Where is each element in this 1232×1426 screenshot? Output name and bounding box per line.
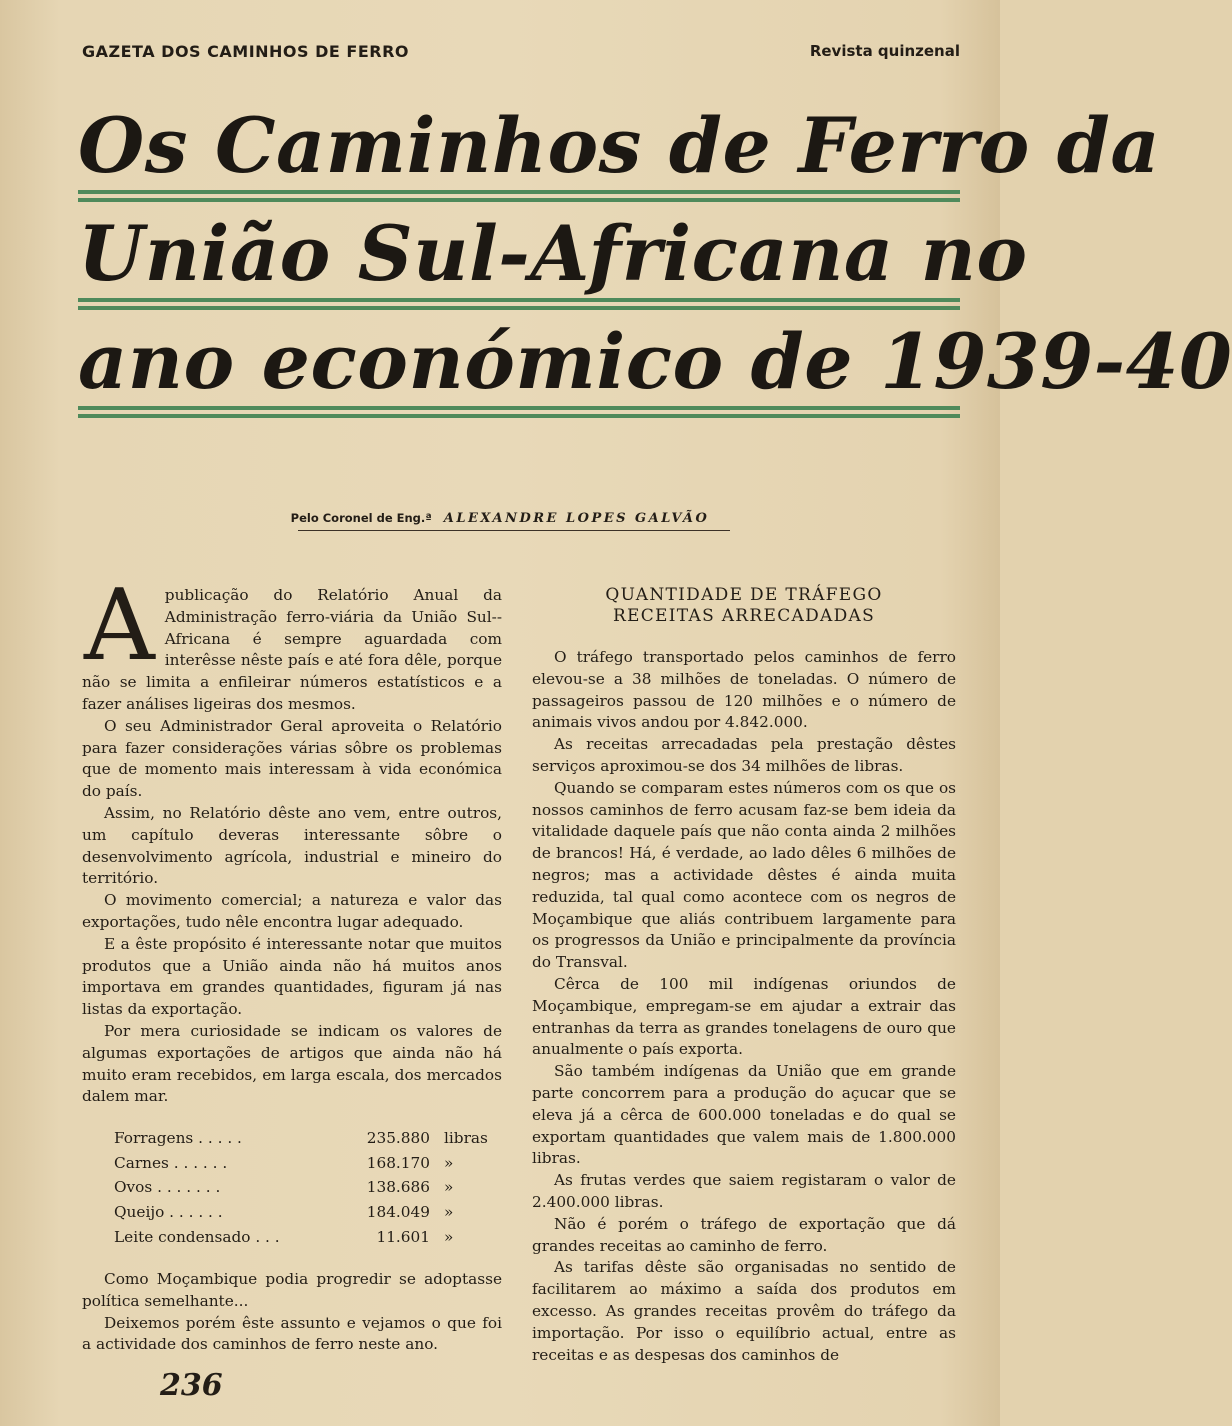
byline-prefix: Pelo Coronel de Eng.ª xyxy=(290,511,432,525)
paragraph: As tarifas dêste são organisadas no sentido de facilitarem ao máximo a saída dos produtos em excesso. As grandes receitas provêm do tráfego da importação. Por isso o equilíbrio actual, entre as receitas e as despesas dos caminhos de xyxy=(532,1258,956,1364)
journal-periodicity: Revista quinzenal xyxy=(809,42,960,60)
paragraph: Não é porém o tráfego de exportação que dá grandes receitas ao caminho de ferro. xyxy=(532,1214,956,1255)
export-unit: » xyxy=(444,1202,454,1221)
export-unit: » xyxy=(444,1153,454,1172)
paragraph xyxy=(82,569,502,716)
title-line-3: ano económico de 1939-40 xyxy=(78,317,1232,406)
section-heading-line-1: QUANTIDADE DE TRÁFEGO xyxy=(605,585,883,605)
paragraph: As receitas arrecadadas pela prestação dêstes serviços aproximou-se dos 34 milhões de libras. xyxy=(532,735,956,775)
paragraph: O seu Administrador Geral aproveita o Relatório para fazer considerações várias sôbre os problemas que de momento mais interessam à vida económica do país. xyxy=(82,716,502,801)
export-unit: » xyxy=(444,1227,454,1246)
left-column xyxy=(82,569,502,1356)
export-unit: » xyxy=(444,1178,454,1197)
paragraph: Quando se comparam estes números com os que os nossos caminhos de ferro acusam faz-se bem ideia da vitalidade daquele país que não conta ainda 2 milhões de brancos! Há, é verdade, ao lado dêles 6 milhões de negros; mas a actividade dêstes é ainda muita reduzida, tal qual como acontece com os negros de Moçambique que aliás contribuem largamente para os progressos da União e principalmente da província do Transval. xyxy=(532,778,956,972)
table-row xyxy=(114,1227,488,1252)
export-item: Leite condensado . . . xyxy=(114,1227,280,1246)
byline xyxy=(0,510,1000,526)
table-row xyxy=(114,1177,488,1202)
export-value: 11.601 xyxy=(376,1227,430,1246)
table-row xyxy=(114,1128,488,1153)
export-item: Forragens . . . . . xyxy=(114,1129,242,1148)
paragraph: Por mera curiosidade se indicam os valores de algumas exportações de artigos que ainda não há muito eram recebidos, em larga escala, dos mercados dalem mar. xyxy=(82,1021,502,1106)
export-item: Queijo . . . . . . xyxy=(114,1202,223,1221)
journal-name: GAZETA DOS CAMINHOS DE FERRO xyxy=(82,42,410,61)
article-title xyxy=(78,100,1232,424)
running-head xyxy=(82,42,960,66)
byline-underline xyxy=(298,530,730,531)
export-item: Ovos . . . . . . . xyxy=(114,1178,221,1197)
paragraph: As frutas verdes que saiem registaram o valor de 2.400.000 libras. xyxy=(532,1171,956,1211)
page-number: 236 xyxy=(160,1368,223,1403)
title-line-1: Os Caminhos de Ferro da xyxy=(78,101,1161,190)
table-row xyxy=(114,1202,488,1227)
exports-table xyxy=(114,1128,488,1251)
section-heading-line-2: RECEITAS ARRECADADAS xyxy=(612,606,876,626)
paragraph: Assim, no Relatório dêste ano vem, entre outros, um capítulo deveras interessante sôbre o desenvolvimento agrícola, industrial e mineiro do território. xyxy=(82,803,502,888)
paragraph: E a êste propósito é interessante notar que muitos produtos que a União ainda não há muitos anos importava em grandes quantidades, figuram já nas listas da exportação. xyxy=(82,934,502,1019)
drop-cap: A xyxy=(84,569,155,683)
table-row xyxy=(114,1153,488,1178)
paragraph: Como Moçambique podia progredir se adoptasse política semelhante... xyxy=(82,1270,502,1310)
right-column xyxy=(532,585,956,1366)
export-value: 235.880 xyxy=(366,1129,430,1148)
export-value: 138.686 xyxy=(366,1178,430,1197)
export-value: 168.170 xyxy=(366,1153,430,1172)
paragraph: São também indígenas da União que em grande parte concorrem para a produção do açucar que se eleva já a cêrca de 600.000 toneladas e do qual se exportam quantidades que valem mais de 1.800.000 libras. xyxy=(532,1062,956,1168)
section-heading xyxy=(532,585,956,627)
byline-author: ALEXANDRE LOPES GALVÃO xyxy=(443,511,710,526)
paragraph-text: publicação do Relatório Anual da Administração ferro-viária da União Sul--Africana é sempre aguardada com interêsse nêste país e até fora dêle, porque não se limita a enfileirar números estatísticos e a fazer análises ligeiras dos mesmos. xyxy=(82,586,502,713)
paragraph: Cêrca de 100 mil indígenas oriundos de Moçambique, empregam-se em ajudar a extrair das entranhas da terra as grandes tonelagens de ouro que anualmente o país exporta. xyxy=(532,974,956,1059)
title-line-2: União Sul-Africana no xyxy=(78,209,1028,298)
export-value: 184.049 xyxy=(366,1202,430,1221)
paragraph: Deixemos porém êste assunto e vejamos o que foi a actividade dos caminhos de ferro neste ano. xyxy=(82,1313,502,1354)
paragraph: O tráfego transportado pelos caminhos de ferro elevou-se a 38 milhões de toneladas. O número de passageiros passou de 120 milhões e o número de animais vivos andou por 4.842.000. xyxy=(532,648,956,732)
paragraph: O movimento comercial; a natureza e valor das exportações, tudo nêle encontra lugar adequado. xyxy=(82,891,502,931)
export-item: Carnes . . . . . . xyxy=(114,1153,228,1172)
export-unit: libras xyxy=(444,1129,488,1148)
